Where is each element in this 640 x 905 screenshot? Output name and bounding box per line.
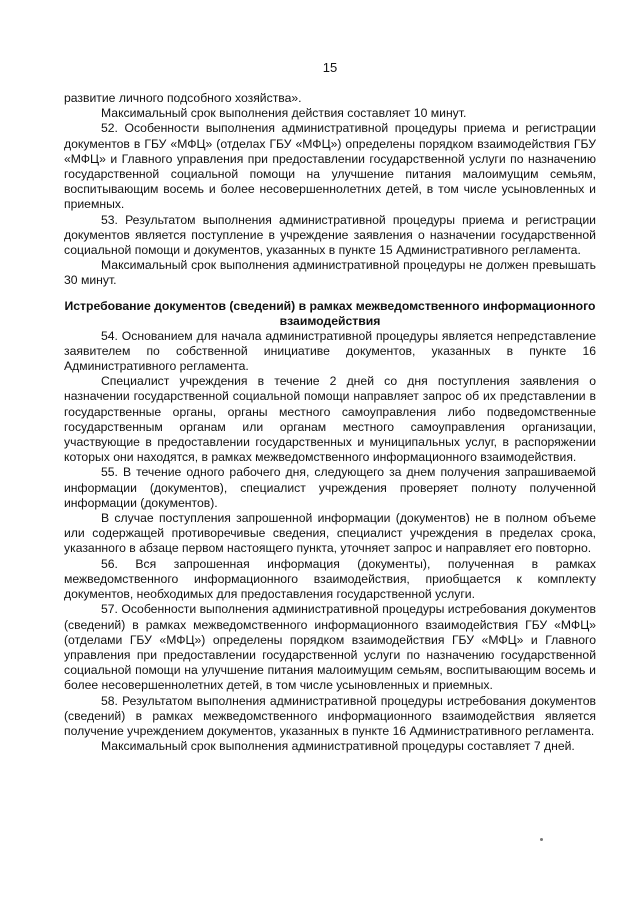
paragraph: 54. Основанием для начала административной процедуры является непредставление заявителем по собственной инициативе документов, указанных в пункте 16 Административного регламента. [64,328,596,374]
scan-speck [540,838,543,841]
paragraph: 56. Вся запрошенная информация (документы), полученная в рамках межведомственного информационного взаимодействия, приобщается к комплекту документов, необходимых для предоставления государственной услуги. [64,556,596,602]
section-heading: Истребование документов (сведений) в рамках межведомственного информационного взаимодействия [64,298,596,328]
paragraph: Максимальный срок выполнения административной процедуры составляет 7 дней. [101,739,575,754]
paragraph: В случае поступления запрошенной информации (документов) не в полном объеме или содержащей противоречивые сведения, специалист учреждения в пределах срока, указанного в абзаце первом настоящего пункта, уточняет запрос и направляет его повторно. [64,511,596,556]
paragraph: Максимальный срок выполнения действия составляет 10 минут. [101,106,467,121]
paragraph: 52. Особенности выполнения административной процедуры приема и регистрации документов в ГБУ «МФЦ» (отделах ГБУ «МФЦ») определены порядком взаимодействия ГБУ «МФЦ» и Главного управления при предоставлении государственной услуги по назначению государственной социальной помощи на улучшение питания малоимущим семьям, воспитывающим восемь и более несовершеннолетних детей, в том числе усыновленных и приемных. [64,121,596,212]
document-page [64,60,596,754]
paragraph: Максимальный срок выполнения административной процедуры не должен превышать 30 минут. [64,258,596,288]
paragraph: Специалист учреждения в течение 2 дней со дня поступления заявления о назначении государственной социальной помощи направляет запрос об их представлении в государственные органы, органы местного самоуправления либо подведомственные государственным органам или органам местного самоуправления организации, участвующие в предоставлении государственных и муниципальных услуг, в распоряжении которых они находятся, в рамках межведомственного информационного взаимодействия. [64,374,596,465]
paragraph: 55. В течение одного рабочего дня, следующего за днем получения запрашиваемой информации (документов), специалист учреждения проверяет полноту полученной информации (документов). [64,465,596,510]
page-number: 15 [322,60,338,75]
paragraph: развитие личного подсобного хозяйства». [64,91,302,105]
paragraph: 57. Особенности выполнения административной процедуры истребования документов (сведений) в рамках межведомственного информационного взаимодействия ГБУ «МФЦ» (отделами ГБУ «МФЦ») определены порядком взаимодействия ГБУ «МФЦ» и Главного управления при предоставлении государственной услуги по назначению государственной социальной помощи на улучшение питания малоимущим семьям, воспитывающим восемь и более несовершеннолетних детей, в том числе усыновленных и приемных. [64,602,596,693]
paragraph: 58. Результатом выполнения административной процедуры истребования документов (сведений) в рамках межведомственного информационного взаимодействия является получение учреждением документов, указанных в пункте 16 Административного регламента. [64,693,596,738]
paragraph: 53. Результатом выполнения административной процедуры приема и регистрации документов является поступление в учреждение заявления о назначении государственной социальной помощи и документов, указанных в пункте 15 Административного регламента. [64,212,596,258]
